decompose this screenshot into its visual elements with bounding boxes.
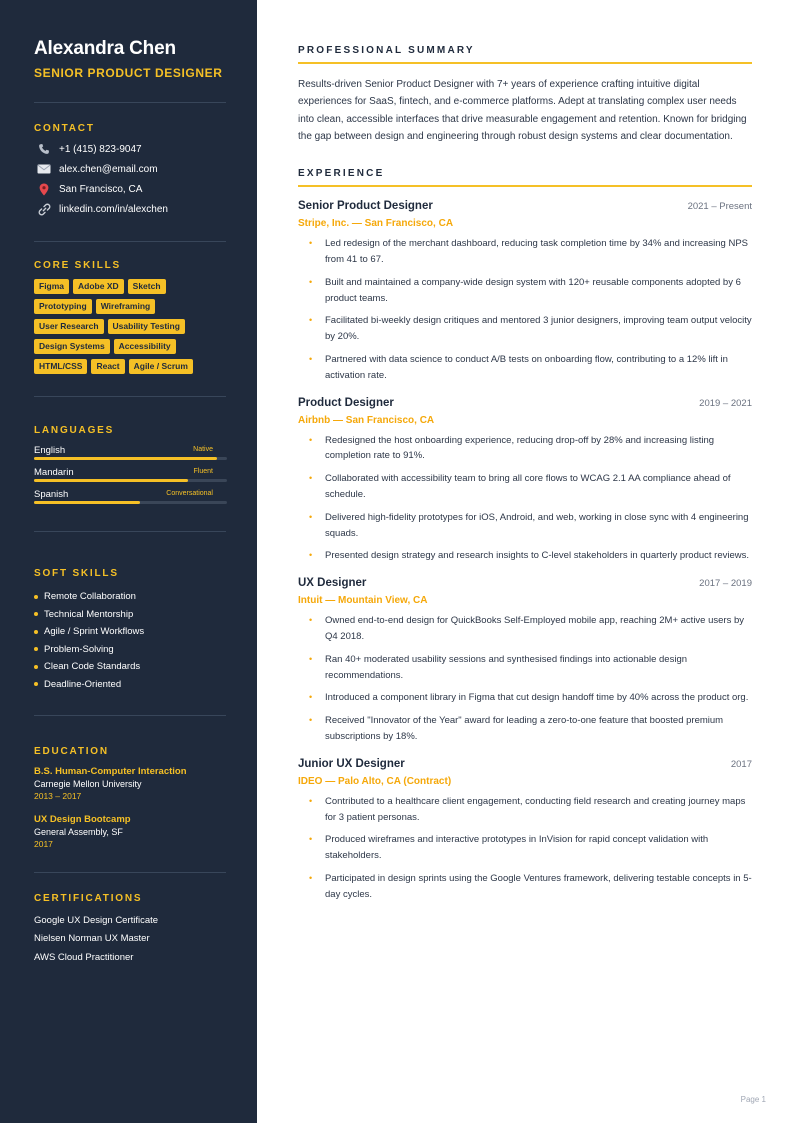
sidebar-divider: [34, 872, 226, 873]
education-years: 2017: [34, 839, 53, 849]
job-company: Intuit — Mountain View, CA: [298, 595, 428, 607]
soft-skill-item: [34, 658, 227, 676]
languages-section: [34, 425, 227, 509]
job-bullet: • Facilitated bi-weekly design critiques and mentored 3 junior designers, improving team output velocity by 20%.: [298, 313, 752, 345]
education-school: Carnegie Mellon University: [34, 779, 142, 789]
job-title: Senior Product Designer: [298, 200, 433, 213]
skill-chip: Accessibility: [114, 339, 176, 354]
language-bar-fill: [34, 457, 217, 460]
soft-skill-label: Clean Code Standards: [44, 661, 141, 673]
contact-section: [34, 123, 227, 219]
job-bullet: • Contributed to a healthcare client engagement, conducting field research and creating journey maps for 3 patient personas.: [298, 794, 752, 826]
soft-skill-item: [34, 623, 227, 641]
job-entry: [298, 397, 752, 565]
certifications-section: [34, 893, 227, 967]
job-bullet: • Partnered with data science to conduct A/B tests on onboarding flow, contributing to a 12% lift in activation rate.: [298, 352, 752, 384]
soft-skill-label: Remote Collaboration: [44, 591, 136, 603]
education-section: [34, 746, 227, 850]
job-company: IDEO — Palo Alto, CA (Contract): [298, 775, 452, 787]
sidebar: [0, 0, 257, 1123]
contact-email-text[interactable]: alex.chen@email.com: [59, 163, 158, 175]
job-bullet: • Redesigned the host onboarding experience, reducing drop-off by 28% and increasing listing completion rate to 91%.: [298, 433, 752, 465]
summary-section: [298, 45, 752, 145]
job-bullet: • Ran 40+ moderated usability sessions and synthesised findings into actionable design recommendations.: [298, 652, 752, 684]
soft-skill-item: [34, 676, 227, 694]
job-bullet: • Produced wireframes and interactive prototypes in InVision for rapid concept validation with stakeholders.: [298, 832, 752, 864]
language-bar: [34, 479, 227, 482]
phone-icon: [36, 142, 52, 156]
bullet-dot-icon: [34, 612, 38, 616]
job-bullet: • Led redesign of the merchant dashboard, reducing task completion time by 34% and increasing NPS from 41 to 67.: [298, 236, 752, 268]
skill-chip: Figma: [34, 279, 69, 294]
job-bullet: • Introduced a component library in Figma that cut design handoff time by 40% across the product org.: [298, 690, 752, 706]
job-bullet: • Owned end-to-end design for QuickBooks Self-Employed mobile app, reaching 2M+ active users by Q4 2018.: [298, 613, 752, 645]
sidebar-divider: [34, 102, 226, 103]
sidebar-divider: [34, 241, 226, 242]
soft-skill-label: Deadline-Oriented: [44, 678, 122, 690]
language-level: Native: [193, 446, 213, 453]
bullet-dot-icon: [34, 647, 38, 651]
job-entry: [298, 577, 752, 745]
job-dates: 2019 – 2021: [699, 397, 752, 409]
language-name: English: [34, 445, 66, 456]
contact-email[interactable]: [34, 159, 227, 179]
skill-chip: Agile / Scrum: [129, 359, 193, 374]
education-item: [34, 765, 227, 802]
candidate-name: Alexandra Chen: [34, 38, 176, 59]
contact-phone: [34, 139, 227, 159]
language-bar-fill: [34, 479, 188, 482]
job-dates: 2021 – Present: [687, 201, 752, 213]
contact-linkedin-text[interactable]: linkedin.com/in/alexchen: [59, 203, 168, 215]
skill-chip: Adobe XD: [73, 279, 124, 294]
certification-item: Nielsen Norman UX Master: [34, 933, 150, 945]
sidebar-divider: [34, 715, 226, 716]
language-bar: [34, 457, 227, 460]
skill-chip: Design Systems: [34, 339, 110, 354]
experience-heading: EXPERIENCE: [298, 168, 385, 180]
soft-skill-item: [34, 588, 227, 606]
sidebar-divider: [34, 531, 226, 532]
page-number: Page 1: [740, 1095, 766, 1104]
summary-text: Results-driven Senior Product Designer with 7+ years of experience crafting intuitive digital experiences for SaaS, fintech, and e-commerce platforms. Adept at translating complex user needs into clean, accessible interfaces that drive measurable engagement and retention. Known for bridging the gap between design and engineering through robust design systems and clear documentation.: [298, 79, 747, 142]
soft-skill-label: Problem-Solving: [44, 643, 114, 655]
soft-skill-item: [34, 606, 227, 624]
link-icon: [36, 202, 52, 216]
sidebar-divider: [34, 396, 226, 397]
certification-item: AWS Cloud Practitioner: [34, 951, 134, 963]
language-bar: [34, 501, 227, 504]
education-degree: UX Design Bootcamp: [34, 814, 131, 825]
contact-location: [34, 179, 227, 199]
skill-chip: HTML/CSS: [34, 359, 87, 374]
language-item: [34, 487, 227, 509]
bullet-dot-icon: [34, 595, 38, 599]
skill-chip: Sketch: [128, 279, 166, 294]
heading-rule: [298, 185, 752, 187]
certifications-heading: CERTIFICATIONS: [34, 893, 143, 904]
job-title: Product Designer: [298, 396, 394, 409]
core-skills-section: [34, 260, 227, 374]
soft-skills-heading: SOFT SKILLS: [34, 568, 119, 579]
language-item: [34, 465, 227, 487]
location-pin-icon: [36, 182, 52, 196]
language-name: Mandarin: [34, 467, 74, 478]
soft-skill-item: [34, 641, 227, 659]
education-degree: B.S. Human-Computer Interaction: [34, 766, 187, 777]
contact-phone-text: +1 (415) 823-9047: [59, 143, 142, 155]
bullet-dot-icon: [34, 665, 38, 669]
education-school: General Assembly, SF: [34, 827, 123, 837]
soft-skill-label: Agile / Sprint Workflows: [44, 626, 145, 638]
summary-heading: PROFESSIONAL SUMMARY: [298, 45, 475, 56]
job-company: Stripe, Inc. — San Francisco, CA: [298, 218, 454, 230]
skill-chip: Usability Testing: [108, 319, 185, 334]
education-item: [34, 813, 227, 850]
language-level: Fluent: [193, 468, 213, 475]
skill-chip: User Research: [34, 319, 104, 334]
job-bullet: • Built and maintained a company-wide design system with 120+ reusable components adopted by 6 product teams.: [298, 275, 752, 307]
contact-heading: CONTACT: [34, 123, 95, 134]
candidate-title: SENIOR PRODUCT DESIGNER: [34, 66, 223, 80]
job-company: Airbnb — San Francisco, CA: [298, 414, 435, 426]
heading-rule: [298, 62, 752, 64]
main-content: [298, 45, 752, 910]
job-entry: [298, 758, 752, 903]
certification-item: Google UX Design Certificate: [34, 914, 159, 926]
core-skills-heading: CORE SKILLS: [34, 260, 122, 271]
education-years: 2013 – 2017: [34, 791, 82, 801]
job-entry: [298, 200, 752, 383]
languages-heading: LANGUAGES: [34, 425, 115, 436]
job-title: UX Designer: [298, 577, 367, 590]
language-level: Conversational: [166, 490, 213, 497]
language-bar-fill: [34, 501, 140, 504]
contact-linkedin[interactable]: [34, 199, 227, 219]
job-dates: 2017 – 2019: [699, 578, 752, 590]
job-bullet: • Delivered high-fidelity prototypes for iOS, Android, and web, working in close sync with 4 engineering squads.: [298, 510, 752, 542]
job-bullet: • Received "Innovator of the Year" award for leading a zero-to-one feature that boosted premium subscriptions by 18%.: [298, 713, 752, 745]
skill-chip: React: [91, 359, 124, 374]
job-bullet: • Presented design strategy and research insights to C-level stakeholders in quarterly product reviews.: [298, 548, 752, 564]
job-dates: 2017: [730, 758, 752, 770]
bullet-dot-icon: [34, 630, 38, 634]
language-item: [34, 443, 227, 465]
language-name: Spanish: [34, 489, 69, 500]
bullet-dot-icon: [34, 682, 38, 686]
job-title: Junior UX Designer: [298, 757, 405, 770]
soft-skills-section: [34, 568, 227, 693]
job-bullet: • Participated in design sprints using the Google Ventures framework, delivering testable concepts in 5-day cycles.: [298, 871, 752, 903]
skill-chip: Prototyping: [34, 299, 92, 314]
contact-location-text: San Francisco, CA: [59, 183, 143, 195]
education-heading: EDUCATION: [34, 746, 109, 757]
job-bullet: • Collaborated with accessibility team to bring all core flows to WCAG 2.1 AA compliance ahead of schedule.: [298, 471, 752, 503]
skill-chip: Wireframing: [96, 299, 156, 314]
email-icon: [36, 162, 52, 176]
soft-skill-label: Technical Mentorship: [44, 608, 134, 620]
experience-section: [298, 168, 752, 902]
